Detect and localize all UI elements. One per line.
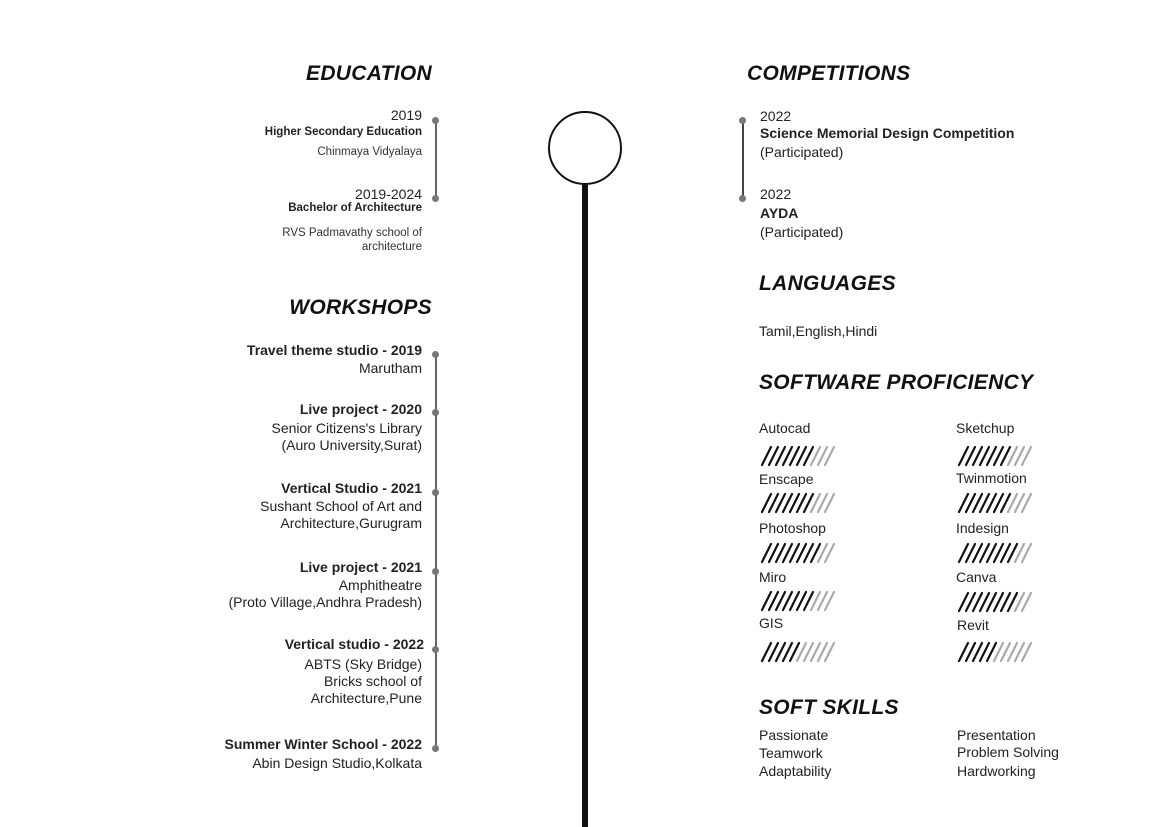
soft-skill-item: Teamwork	[759, 745, 823, 761]
soft-skill-item: Adaptability	[759, 763, 832, 779]
workshops-heading: WORKSHOPS	[289, 296, 432, 319]
skill-rating-bar	[759, 492, 837, 514]
competition-year: 2022	[760, 186, 792, 202]
competitions-timeline-line	[742, 120, 744, 199]
education-year: 2019-2024	[355, 186, 422, 202]
soft-skill-item: Passionate	[759, 727, 829, 743]
skill-name: Twinmotion	[956, 470, 1027, 486]
skill-name: Indesign	[956, 520, 1009, 536]
workshop-detail: Amphitheatre	[338, 577, 422, 593]
workshop-detail: Bricks school of	[323, 673, 422, 689]
workshop-detail: (Auro University,Surat)	[281, 437, 422, 453]
education-dot-1	[432, 117, 439, 124]
skill-name: Sketchup	[956, 420, 1015, 436]
skill-rating-bar	[956, 542, 1034, 564]
competition-status: (Participated)	[760, 144, 844, 160]
skill-rating-bar	[759, 542, 837, 564]
languages-heading: LANGUAGES	[759, 272, 896, 295]
workshop-title: Travel theme studio - 2019	[246, 342, 422, 358]
education-institution: architecture	[361, 241, 422, 253]
soft-skill-item: Problem Solving	[957, 744, 1059, 760]
soft-skill-item: Hardworking	[957, 763, 1036, 779]
competition-status: (Participated)	[760, 224, 844, 240]
education-heading: EDUCATION	[306, 62, 432, 85]
workshop-title: Live project - 2020	[299, 401, 422, 417]
skill-name: GIS	[759, 615, 784, 631]
languages-list: Tamil,English,Hindi	[759, 323, 878, 339]
skill-rating-bar	[956, 591, 1034, 613]
education-institution: Chinmaya Vidyalaya	[317, 146, 422, 158]
skill-rating-bar	[759, 590, 837, 612]
skill-name: Autocad	[759, 420, 811, 436]
skill-rating-bar	[759, 641, 837, 663]
workshop-detail: Sushant School of Art and	[260, 498, 422, 514]
skill-name: Miro	[759, 569, 787, 585]
soft-skill-item: Presentation	[957, 727, 1036, 743]
skill-name: Enscape	[759, 471, 814, 487]
software-heading: SOFTWARE PROFICIENCY	[759, 371, 1034, 394]
workshop-dot-6	[432, 745, 439, 752]
workshop-title: Summer Winter School - 2022	[224, 736, 422, 752]
competition-year: 2022	[760, 108, 792, 124]
workshop-title: Vertical Studio - 2021	[281, 480, 422, 496]
skill-name: Photoshop	[759, 520, 826, 536]
workshop-detail: ABTS (Sky Bridge)	[304, 656, 422, 672]
workshop-detail: (Proto Village,Andhra Pradesh)	[228, 594, 422, 610]
soft-skills-heading: SOFT SKILLS	[759, 696, 899, 719]
competition-title: Science Memorial Design Competition	[760, 125, 1015, 141]
workshop-title: Live project - 2021	[299, 559, 422, 575]
education-title: Bachelor of Architecture	[288, 202, 422, 214]
workshop-detail: Marutham	[358, 360, 422, 376]
education-dot-2	[432, 195, 439, 202]
skill-rating-bar	[759, 445, 837, 467]
workshop-detail: Senior Citizens's Library	[271, 420, 422, 436]
skill-name: Canva	[956, 569, 997, 585]
workshop-dot-3	[432, 489, 439, 496]
education-institution: RVS Padmavathy school of	[282, 227, 422, 239]
workshop-detail: Abin Design Studio,Kolkata	[252, 755, 422, 771]
competitions-heading: COMPETITIONS	[747, 62, 911, 85]
skill-rating-bar	[956, 641, 1034, 663]
workshop-title: Vertical studio - 2022	[284, 636, 424, 652]
competition-title: AYDA	[760, 205, 799, 221]
workshop-dot-5	[432, 646, 439, 653]
skill-rating-bar	[956, 445, 1034, 467]
competition-dot-2	[739, 195, 746, 202]
workshop-dot-4	[432, 568, 439, 575]
competition-dot-1	[739, 117, 746, 124]
skill-name: Revit	[957, 617, 989, 633]
education-title: Higher Secondary Education	[264, 126, 422, 138]
workshop-dot-2	[432, 409, 439, 416]
education-timeline-line	[435, 120, 437, 199]
skill-rating-bar	[956, 492, 1034, 514]
workshop-dot-1	[432, 351, 439, 358]
workshop-detail: Architecture,Gurugram	[280, 515, 422, 531]
education-year: 2019	[390, 107, 422, 123]
timeline-spine	[582, 184, 588, 827]
workshop-detail: Architecture,Pune	[310, 690, 422, 706]
timeline-circle	[548, 111, 622, 185]
